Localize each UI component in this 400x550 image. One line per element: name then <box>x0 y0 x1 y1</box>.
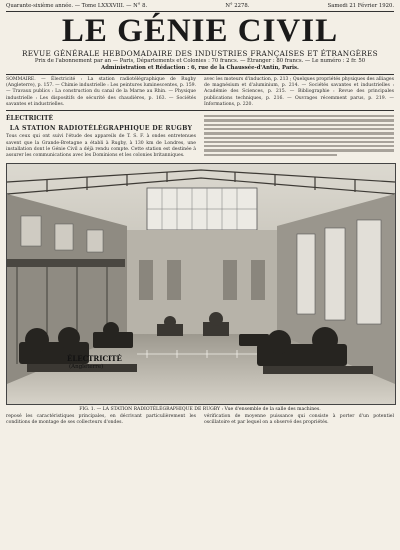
issue-number: N° 2278. <box>225 3 250 9</box>
article-title: LA STATION RADIOTÉLÉGRAPHIQUE DE RUGBY <box>9 125 193 133</box>
address-line: Administration et Rédaction : 6, rue de la Chaussée-d'Antin, Paris. <box>101 65 299 71</box>
divider <box>6 74 394 75</box>
figure-overlay-sub: (Angleterre) <box>69 364 104 371</box>
article-column-right <box>204 113 394 159</box>
machine-hall-illustration <box>7 164 395 404</box>
summary-text-left: SOMMAIRE. — Électricité : La station radiotélégraphique de Rugby (Angleterre), p. 157. — Chimie industrielle : Les peintures luminescentes, p. 159. — Travaux publics : La construction du canal de la Marne au Rhin. — Physique industrielle : Les dispositifs de sécurité des chaudières, p. 163. — Sociétés savantes et industrielles. <box>6 77 196 107</box>
summary-column-left <box>6 77 196 108</box>
machine-hall-photo <box>6 163 396 405</box>
issue-date: Samedi 21 Février 1920. <box>327 3 394 9</box>
summary-text-right: avec les moteurs d'induction, p. 213 ; Quelques propriétés physiques des alliages de magnésium et d'aluminium, p. 214. — Sociétés savantes et industrielles : Académie des Sciences, p. 215. — Bibliographie : Revue des principales publications techniques, p. 216. — Ouvrages récemment parus, p. 219. — Informations, p. 220. <box>204 77 395 107</box>
divider <box>6 110 394 111</box>
article-column-left <box>6 113 196 159</box>
masthead-subtitle: REVUE GÉNÉRALE HEBDOMADAIRE DES INDUSTRIES FRANÇAISES ET ÉTRANGÈRES <box>22 49 378 58</box>
masthead-title: LE GÉNIE CIVIL <box>61 13 339 49</box>
footer-text-right: vérification de moyenne puissance qui consiste à porter d'un potentiel oscillatoire et par lequel on a observé des propriétés. <box>204 414 394 426</box>
summary-column-right <box>204 77 394 108</box>
summary-block <box>6 77 394 108</box>
section-heading: ÉLECTRICITÉ <box>6 115 54 123</box>
subscription-line: Prix de l'abonnement par an — Paris, Départements et Colonies : 70 francs. — Étranger : 80 francs. — Le numéro : 2 fr. 50 <box>34 58 366 64</box>
issue-info-line <box>6 3 394 12</box>
footer-text-left: reposé les caractéristiques principales, en décrivant particulièrement les conditions de montage de ses collecteurs d'ondes. <box>6 414 196 426</box>
footer-text-block <box>6 414 394 426</box>
figure-caption: FIG. 1. — LA STATION RADIOTÉLÉGRAPHIQUE DE RUGBY : Vue d'ensemble de la salle des machines. <box>79 407 321 413</box>
figure-overlay-label: ÉLECTRICITÉ <box>67 354 122 364</box>
issue-volume: Quarante-sixième année. — Tome LXXXVIII. — N° 8. <box>6 3 148 9</box>
article-intro: Tous ceux qui ont suivi l'étude des appareils de T. S. F. à ondes entretenues savent que la Grande-Bretagne a établi à Rugby, à 130 km de Londres, une installation dont le Génie Civil a déjà rendu compte. Cette station est destinée à assurer les communications avec les Dominions et les colonies britanniques. <box>6 134 196 159</box>
article-block <box>6 113 394 159</box>
